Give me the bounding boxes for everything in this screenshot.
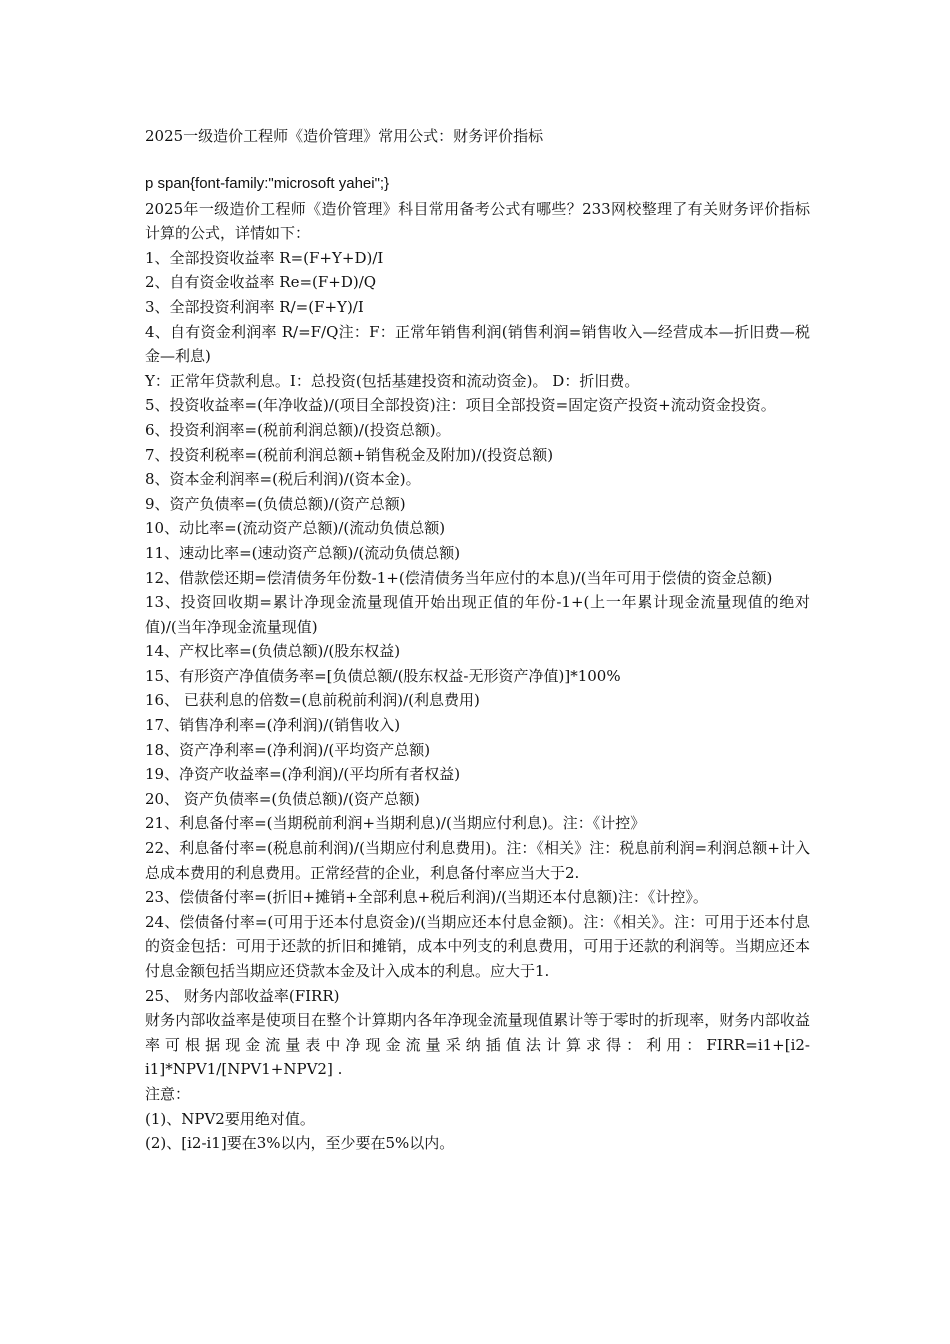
formula-line-13: 13、投资回收期=累计净现金流量现值开始出现正值的年份-1+(上一年累计现金流量现值的绝对值)/(当年净现金流量现值)	[145, 593, 810, 636]
note-heading: 注意：	[145, 1084, 191, 1103]
formula-line-9: 9、资产负债率=(负债总额)/(资产总额)	[145, 494, 406, 513]
note-line-4: Y：正常年贷款利息。I：总投资(包括基建投资和流动资金)。 D：折旧费。	[145, 371, 640, 390]
formula-line-4: 4、自有资金利润率 R/=F/Q注：F：正常年销售利润(销售利润=销售收入—经营成本—折旧费—税金—利息)	[145, 322, 810, 366]
intro-paragraph: 2025年一级造价工程师《造价管理》科目常用备考公式有哪些？233网校整理了有关财务评价指标计算的公式，详情如下：	[145, 199, 810, 243]
formula-line-1: 1、全部投资收益率 R=(F+Y+D)/I	[145, 248, 384, 267]
formula-line-3: 3、全部投资利润率 R/=(F+Y)/I	[145, 297, 364, 316]
formula-line-20: 20、 资产负债率=(负债总额)/(资产总额)	[145, 789, 420, 808]
firr-paragraph: 财务内部收益率是使项目在整个计算期内各年净现金流量现值累计等于零时的折现率，财务内部收益率可根据现金流量表中净现金流量采纳插值法计算求得：利用：FIRR=i1+[i2-i1]*NPV1/[NPV1+NPV2] .	[145, 1011, 810, 1079]
formula-line-6: 6、投资利润率=(税前利润总额)/(投资总额)。	[145, 420, 451, 439]
formula-line-24: 24、偿债备付率=(可用于还本付息资金)/(当期应还本付息金额)。注：《相关》。注：可用于还本付息的资金包括：可用于还款的折旧和摊销，成本中列支的利息费用，可用于还款的利润等。当期应还本付息金额包括当期应还贷款本金及计入成本的利息。应大于1.	[145, 912, 810, 980]
formula-line-10: 10、动比率=(流动资产总额)/(流动负债总额)	[145, 519, 446, 538]
formula-line-21: 21、利息备付率=(当期税前利润+当期利息)/(当期应付利息)。注：《计控》	[145, 814, 646, 833]
formula-line-19: 19、净资产收益率=(净利润)/(平均所有者权益)	[145, 765, 461, 784]
formula-line-15: 15、有形资产净值债务率=[负债总额/(股东权益-无形资产净值)]*100%	[145, 666, 621, 685]
formula-line-12: 12、借款偿还期=偿清债务年份数-1+(偿清债务当年应付的本息)/(当年可用于偿债的资金总额)	[145, 568, 773, 587]
note-item-1: (1)、NPV2要用绝对值。	[145, 1109, 315, 1128]
formula-line-16: 16、 已获利息的倍数=(息前税前利润)/(利息费用)	[145, 691, 480, 710]
formula-line-18: 18、资产净利率=(净利润)/(平均资产总额)	[145, 740, 431, 759]
formula-line-23: 23、偿债备付率=(折旧+摊销+全部利息+税后利润)/(当期还本付息额)注：《计控》。	[145, 888, 708, 907]
formula-line-22: 22、利息备付率=(税息前利润)/(当期应付利息费用)。注：《相关》注：税息前利润=利润总额+计入总成本费用的利息费用。正常经营的企业，利息备付率应当大于2.	[145, 839, 810, 882]
formula-line-25: 25、 财务内部收益率(FIRR)	[145, 986, 340, 1005]
css-text-line: p span{font-family:"microsoft yahei";}	[145, 175, 390, 192]
formula-line-14: 14、产权比率=(负债总额)/(股东权益)	[145, 642, 401, 661]
formula-line-17: 17、销售净利率=(净利润)/(销售收入)	[145, 716, 401, 735]
formula-line-5: 5、投资收益率=(年净收益)/(项目全部投资)注：项目全部投资=固定资产投资+流动资金投资。	[145, 396, 776, 415]
formula-line-2: 2、自有资金收益率 Re=(F+D)/Q	[145, 273, 377, 292]
note-item-2: (2)、[i2-i1]要在3%以内，至少要在5%以内。	[145, 1134, 455, 1153]
formula-line-11: 11、速动比率=(速动资产总额)/(流动负债总额)	[145, 543, 461, 562]
formula-line-7: 7、投资利税率=(税前利润总额+销售税金及附加)/(投资总额)	[145, 445, 554, 464]
document-body	[145, 172, 810, 1156]
formula-line-8: 8、资本金利润率=(税后利润)/(资本金)。	[145, 470, 421, 489]
document-title: 2025一级造价工程师《造价管理》常用公式：财务评价指标	[145, 127, 544, 145]
